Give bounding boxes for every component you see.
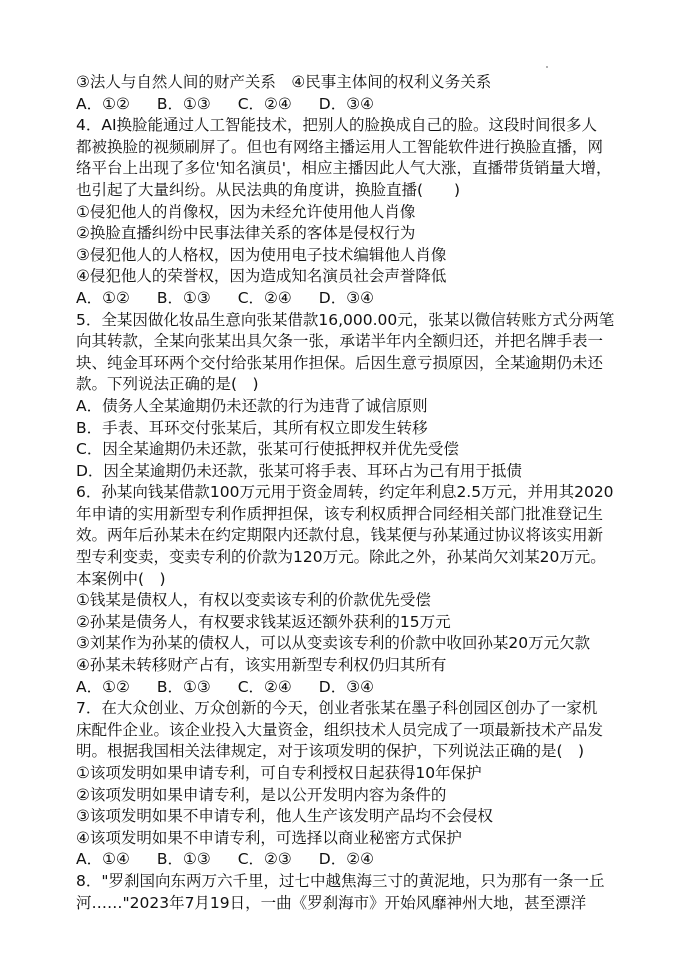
option-a: A．①② xyxy=(76,288,130,307)
item-line: ④孙某未转移财产占有，该实用新型专利权仍归其所有 xyxy=(76,656,447,675)
option-d: D．③④ xyxy=(318,288,375,307)
option-b: B．①③ xyxy=(156,288,211,307)
item-line: ③侵犯他人的人格权，因为使用电子技术编辑他人肖像 xyxy=(76,245,447,264)
item-line: ③刘某作为孙某的债权人，可以从变卖该专利的价款中收回孙某20万元欠款 xyxy=(76,634,591,653)
option-a: A．①④ xyxy=(76,850,130,869)
stem-line: 型专利变卖，变卖专利的价款为120万元。除此之外，孙某尚欠刘某20万元。 xyxy=(76,548,606,567)
option-a: A．①② xyxy=(76,94,130,113)
stem-line: 络平台上出现了多位'知名演员'，相应主播因此人气大涨，直播带货销量大增， xyxy=(76,159,612,178)
item-line: ①该项发明如果申请专利，可自专利授权日起获得10年保护 xyxy=(76,764,482,782)
question-7 xyxy=(76,698,635,871)
stem-line: 也引起了大量纠纷。从民法典的角度讲，换脸直播( ) xyxy=(76,180,461,199)
question-6 xyxy=(76,482,635,698)
question-4 xyxy=(76,115,635,309)
choice-b: B．手表、耳环交付张某后，其所有权立即发生转移 xyxy=(76,418,428,437)
item-line: ②该项发明如果申请专利，是以公开发明内容为条件的 xyxy=(76,785,447,804)
stem-line: 向其转款，全某向张某出具欠条一张，承诺半年内全额归还，并把名牌手表一 xyxy=(76,332,604,351)
option-c: C．②④ xyxy=(237,288,292,307)
answer-options xyxy=(76,849,635,871)
choice-d: D．因全某逾期仍未还款，张某可将手表、耳环占为己有用于抵债 xyxy=(76,461,522,480)
stem-line: 6．孙某向钱某借款100万元用于资金周转，约定年利息2.5万元，并用其2020 xyxy=(76,483,614,502)
question-8 xyxy=(76,871,635,914)
scan-dot xyxy=(546,66,548,68)
option-b: B．①③ xyxy=(156,677,211,696)
stem-line: 8．"罗刹国向东两万六千里，过七中越焦海三寸的黄泥地，只为那有一条一丘 xyxy=(76,871,605,890)
answer-options xyxy=(76,288,635,310)
option-d: D．②④ xyxy=(318,850,375,869)
stem-line: 本案例中( ) xyxy=(76,569,166,588)
stem-line: 都被换脸的视频刷屏了。但也有网络主播运用人工智能软件进行换脸直播，网 xyxy=(76,137,604,156)
stem-line: 款。下列说法正确的是( ) xyxy=(76,375,259,394)
item-line: ③该项发明如果不申请专利，他人生产该发明产品均不会侵权 xyxy=(76,807,493,826)
choice-c: C．因全某逾期仍未还款，张某可行使抵押权并优先受偿 xyxy=(76,440,459,459)
item-line: ②换脸直播纠纷中民事法律关系的客体是侵权行为 xyxy=(76,224,416,243)
option-b: B．①③ xyxy=(156,94,211,113)
item-line: ②孙某是债务人，有权要求钱某返还额外获利的15万元 xyxy=(76,612,451,631)
stem-line: 4．AI换脸能通过人工智能技术，把别人的脸换成自己的脸。这段时间很多人 xyxy=(76,116,598,135)
item-line: ①钱某是债权人，有权以变卖该专利的价款优先受偿 xyxy=(76,591,431,610)
stem-line: 块、纯金耳环两个交付给张某用作担保。后因生意亏损原因，全某逾期仍未还 xyxy=(76,353,604,372)
option-c: C．②④ xyxy=(237,94,292,113)
item-line: ④该项发明如果不申请专利，可选择以商业秘密方式保护 xyxy=(76,828,462,847)
option-d: D．③④ xyxy=(318,94,375,113)
option-a: A．①② xyxy=(76,677,130,696)
stem-line: 床配件企业。该企业投入大量资金，组织技术人员完成了一项最新技术产品发 xyxy=(76,720,604,739)
stem-line: 效。两年后孙某未在约定期限内还款付息，钱某便与孙某通过协议将该实用新 xyxy=(76,526,604,545)
choice-a: A．债务人全某逾期仍未还款的行为违背了诚信原则 xyxy=(76,396,428,415)
stem-line: 7．在大众创业、万众创新的今天，创业者张某在墨子科创园区创办了一家机 xyxy=(76,699,598,718)
stem-line: 5．全某因做化妆品生意向张某借款16,000.00元，张某以微信转账方式分两笔 xyxy=(76,310,615,329)
option-c: C．②④ xyxy=(237,677,292,696)
item-line: ①侵犯他人的肖像权，因为未经允许使用他人肖像 xyxy=(76,202,416,221)
option-d: D．③④ xyxy=(318,677,375,696)
stem-line: 明。根据我国相关法律规定，对于该项发明的保护，下列说法正确的是( ) xyxy=(76,742,585,761)
stem-line: 年申请的实用新型专利作质押担保，该专利权质押合同经相关部门批准登记生 xyxy=(76,504,604,523)
stem-line: 河……"2023年7月19日，一曲《罗刹海市》开始风靡神州大地，甚至漂洋 xyxy=(76,893,587,912)
answer-options xyxy=(76,677,635,699)
item-line: ③法人与自然人间的财产关系 ④民事主体间的权利义务关系 xyxy=(76,73,492,91)
question-5 xyxy=(76,310,635,483)
answer-options xyxy=(76,94,635,116)
option-c: C．②③ xyxy=(237,850,292,869)
item-line: ④侵犯他人的荣誉权，因为造成知名演员社会声誉降低 xyxy=(76,267,447,286)
question-3-tail xyxy=(76,72,635,115)
option-b: B．①③ xyxy=(156,850,211,869)
